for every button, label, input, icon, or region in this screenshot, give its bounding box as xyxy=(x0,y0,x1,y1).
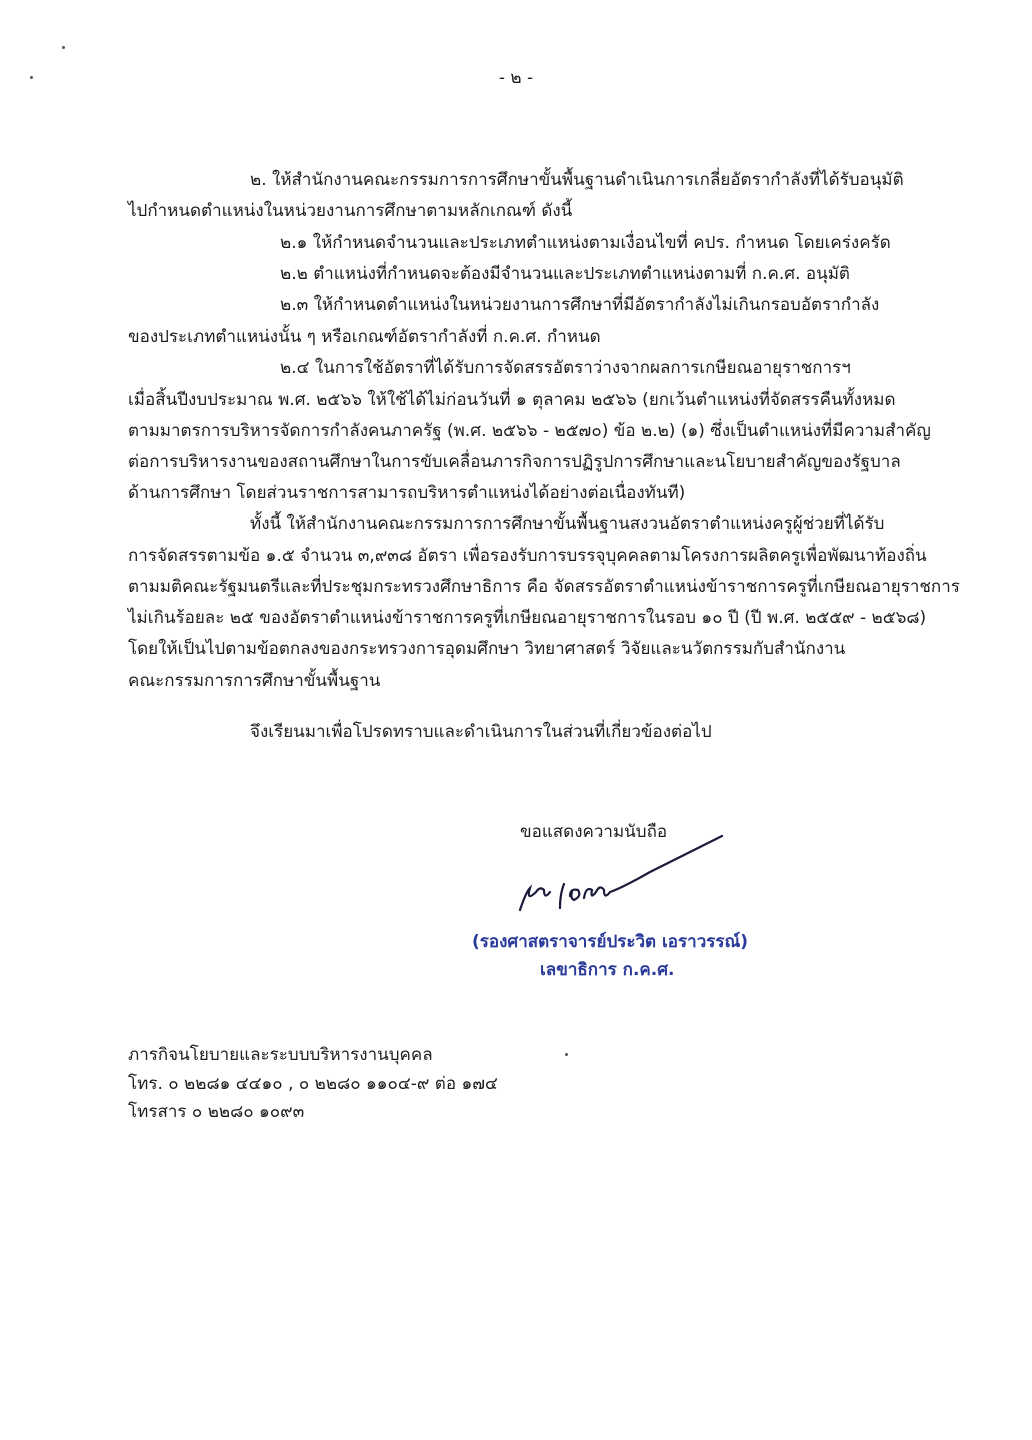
paragraph-line: ตามมาตรการบริหารจัดการกำลังคนภาครัฐ (พ.ศ. ๒๕๖๖ - ๒๕๗๐) ข้อ ๒.๒) (๑) ซึ่งเป็นตำแหน่งที่มีความสำคัญ xyxy=(128,421,931,441)
paragraph-line: ตามมติคณะรัฐมนตรีและที่ประชุมกระทรวงศึกษาธิการ คือ จัดสรรอัตราตำแหน่งข้าราชการครูที่เกษียณอายุราชการ xyxy=(128,577,960,597)
closing-sentence: จึงเรียนมาเพื่อโปรดทราบและดำเนินการในส่วนที่เกี่ยวข้องต่อไป xyxy=(250,722,712,742)
scan-speck xyxy=(62,46,65,49)
paragraph-line: ต่อการบริหารงานของสถานศึกษาในการขับเคลื่อนภารกิจการปฏิรูปการศึกษาและนโยบายสำคัญของรัฐบาล xyxy=(128,452,901,472)
paragraph-line: ของประเภทตำแหน่งนั้น ๆ หรือเกณฑ์อัตรากำลังที่ ก.ค.ศ. กำหนด xyxy=(128,327,601,347)
department: ภารกิจนโยบายและระบบบริหารงานบุคคล xyxy=(128,1045,433,1065)
paragraph-line: ไม่เกินร้อยละ ๒๕ ของอัตราตำแหน่งข้าราชการครูที่เกษียณอายุราชการในรอบ ๑๐ ปี (ปี พ.ศ. ๒๕๕๙ - ๒๕๖๘) xyxy=(128,608,927,628)
phone: โทร. ๐ ๒๒๘๑ ๔๔๑๐ , ๐ ๒๒๘๐ ๑๑๐๔-๙ ต่อ ๑๗๔ xyxy=(128,1074,498,1094)
fax: โทรสาร ๐ ๒๒๘๐ ๑๐๙๓ xyxy=(128,1102,305,1122)
list-item: ๒.๒ ตำแหน่งที่กำหนดจะต้องมีจำนวนและประเภทตำแหน่งตามที่ ก.ค.ศ. อนุมัติ xyxy=(280,264,850,284)
paragraph-line: การจัดสรรตามข้อ ๑.๕ จำนวน ๓,๙๓๘ อัตรา เพื่อรองรับการบรรจุบุคคลตามโครงการผลิตครูเพื่อพัฒนาท้องถิ่น xyxy=(128,546,927,566)
paragraph-line: คณะกรรมการการศึกษาขั้นพื้นฐาน xyxy=(128,671,381,691)
signer-name: (รองศาสตราจารย์ประวิต เอราวรรณ์) xyxy=(472,932,749,952)
paragraph-line: ทั้งนี้ ให้สำนักงานคณะกรรมการการศึกษาขั้นพื้นฐานสงวนอัตราตำแหน่งครูผู้ช่วยที่ได้รับ xyxy=(250,514,885,534)
list-item: ๒.๓ ให้กำหนดตำแหน่งในหน่วยงานการศึกษาที่มีอัตรากำลังไม่เกินกรอบอัตรากำลัง xyxy=(280,295,880,315)
list-item: ๒.๑ ให้กำหนดจำนวนและประเภทตำแหน่งตามเงื่อนไขที่ คปร. กำหนด โดยเคร่งครัด xyxy=(280,233,891,253)
paragraph-line: ด้านการศึกษา โดยส่วนราชการสามารถบริหารตำแหน่งได้อย่างต่อเนื่องทันที) xyxy=(128,483,686,503)
paragraph-line: ๒. ให้สำนักงานคณะกรรมการการศึกษาขั้นพื้นฐานดำเนินการเกลี่ยอัตรากำลังที่ได้รับอนุมัติ xyxy=(250,170,904,190)
handwritten-signature xyxy=(500,830,740,920)
signer-title: เลขาธิการ ก.ค.ศ. xyxy=(540,960,675,980)
paragraph-line: เมื่อสิ้นปีงบประมาณ พ.ศ. ๒๕๖๖ ให้ใช้ได้ไม่ก่อนวันที่ ๑ ตุลาคม ๒๕๖๖ (ยกเว้นตำแหน่งที่จัดสรรคืนทั้งหมด xyxy=(128,390,896,410)
salutation: ขอแสดงความนับถือ xyxy=(520,822,668,842)
list-item: ๒.๔ ในการใช้อัตราที่ได้รับการจัดสรรอัตราว่างจากผลการเกษียณอายุราชการฯ xyxy=(280,358,851,378)
page-number: - ๒ - xyxy=(498,68,534,88)
scan-speck xyxy=(565,1053,568,1056)
paragraph-line: ไปกำหนดตำแหน่งในหน่วยงานการศึกษาตามหลักเกณฑ์ ดังนี้ xyxy=(128,201,573,221)
paragraph-line: โดยให้เป็นไปตามข้อตกลงของกระทรวงการอุดมศึกษา วิทยาศาสตร์ วิจัยและนวัตกรรมกับสำนักงาน xyxy=(128,639,846,659)
